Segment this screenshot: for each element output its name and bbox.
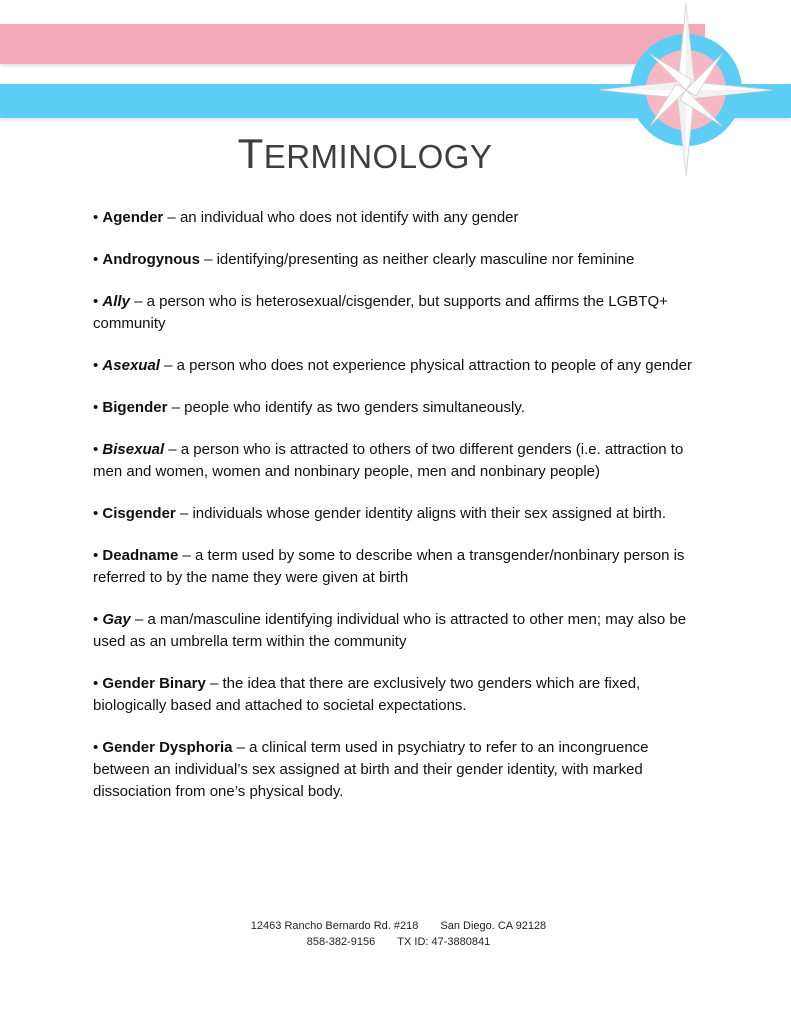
footer-phone: 858-382-9156 <box>306 936 376 948</box>
page-title: TERMINOLOGY <box>237 130 493 177</box>
footer-address: 12463 Rancho Bernardo Rd. #218 <box>250 920 419 932</box>
footer-city: San Diego. CA 92128 <box>440 920 547 932</box>
term-name: Deadname <box>102 547 179 564</box>
term-definition: – identifying/presenting as neither clearly masculine nor feminine <box>199 251 635 268</box>
term-name: Gender Binary <box>102 675 206 692</box>
term-item: • Bisexual – a person who is attracted to others of two different genders (i.e. attraction to men and women, women and nonbinary people, men and nonbinary people) <box>93 441 684 480</box>
term-definition: – a man/masculine identifying individual who is attracted to other men; may also be used as an umbrella term within the community <box>93 611 687 650</box>
term-definition: – a person who is attracted to others of two different genders (i.e. attraction to men and women, women and nonbinary people, men and nonbinary people) <box>93 441 684 480</box>
term-name: Androgynous <box>102 251 200 268</box>
term-definition: – a person who does not experience physical attraction to people of any gender <box>159 357 692 374</box>
term-definition: – a person who is heterosexual/cisgender, but supports and affirms the LGBTQ+ community <box>93 293 668 332</box>
term-name: Agender <box>102 209 164 226</box>
footer-contact <box>0 918 791 950</box>
term-definition: – people who identify as two genders simultaneously. <box>167 399 525 416</box>
term-name: Asexual <box>102 357 160 374</box>
term-name: Gay <box>102 611 131 628</box>
term-definition: – a term used by some to describe when a transgender/nonbinary person is referred to by the name they were given at birth <box>93 547 685 586</box>
term-definition: – individuals whose gender identity aligns with their sex assigned at birth. <box>175 505 667 522</box>
term-item: • Deadname – a term used by some to describe when a transgender/nonbinary person is referred to by the name they were given at birth <box>93 547 685 586</box>
terminology-list <box>93 207 703 823</box>
term-item: • Gay – a man/masculine identifying individual who is attracted to other men; may also be used as an umbrella term within the community <box>93 611 687 650</box>
term-item: • Androgynous – identifying/presenting as neither clearly masculine nor feminine <box>93 251 635 268</box>
term-item: • Cisgender – individuals whose gender identity aligns with their sex assigned at birth. <box>93 505 667 522</box>
term-item: • Ally – a person who is heterosexual/cisgender, but supports and affirms the LGBTQ+ community <box>93 293 668 332</box>
term-name: Bisexual <box>102 441 165 458</box>
footer-tax-id: TX ID: 47-3880841 <box>397 936 491 948</box>
term-item: • Gender Binary – the idea that there are exclusively two genders which are fixed, biologically based and attached to societal expectations. <box>93 675 641 714</box>
term-name: Ally <box>102 293 130 310</box>
term-item: • Asexual – a person who does not experience physical attraction to people of any gender <box>93 357 692 374</box>
term-item: • Bigender – people who identify as two genders simultaneously. <box>93 399 525 416</box>
term-item: • Gender Dysphoria – a clinical term used in psychiatry to refer to an incongruence between an individual’s sex assigned at birth and their gender identity, with marked dissociation from one’s physical body. <box>93 739 649 800</box>
term-name: Cisgender <box>102 505 176 522</box>
term-definition: – an individual who does not identify with any gender <box>163 209 519 226</box>
term-definition: – a clinical term used in psychiatry to refer to an incongruence between an individual’s sex assigned at birth and their gender identity, with marked dissociation from one’s physical body. <box>93 739 649 800</box>
term-definition: – the idea that there are exclusively two genders which are fixed, biologically based and attached to societal expectations. <box>93 675 641 714</box>
term-name: Bigender <box>102 399 168 416</box>
term-name: Gender Dysphoria <box>102 739 233 756</box>
term-item: • Agender – an individual who does not identify with any gender <box>93 209 519 226</box>
